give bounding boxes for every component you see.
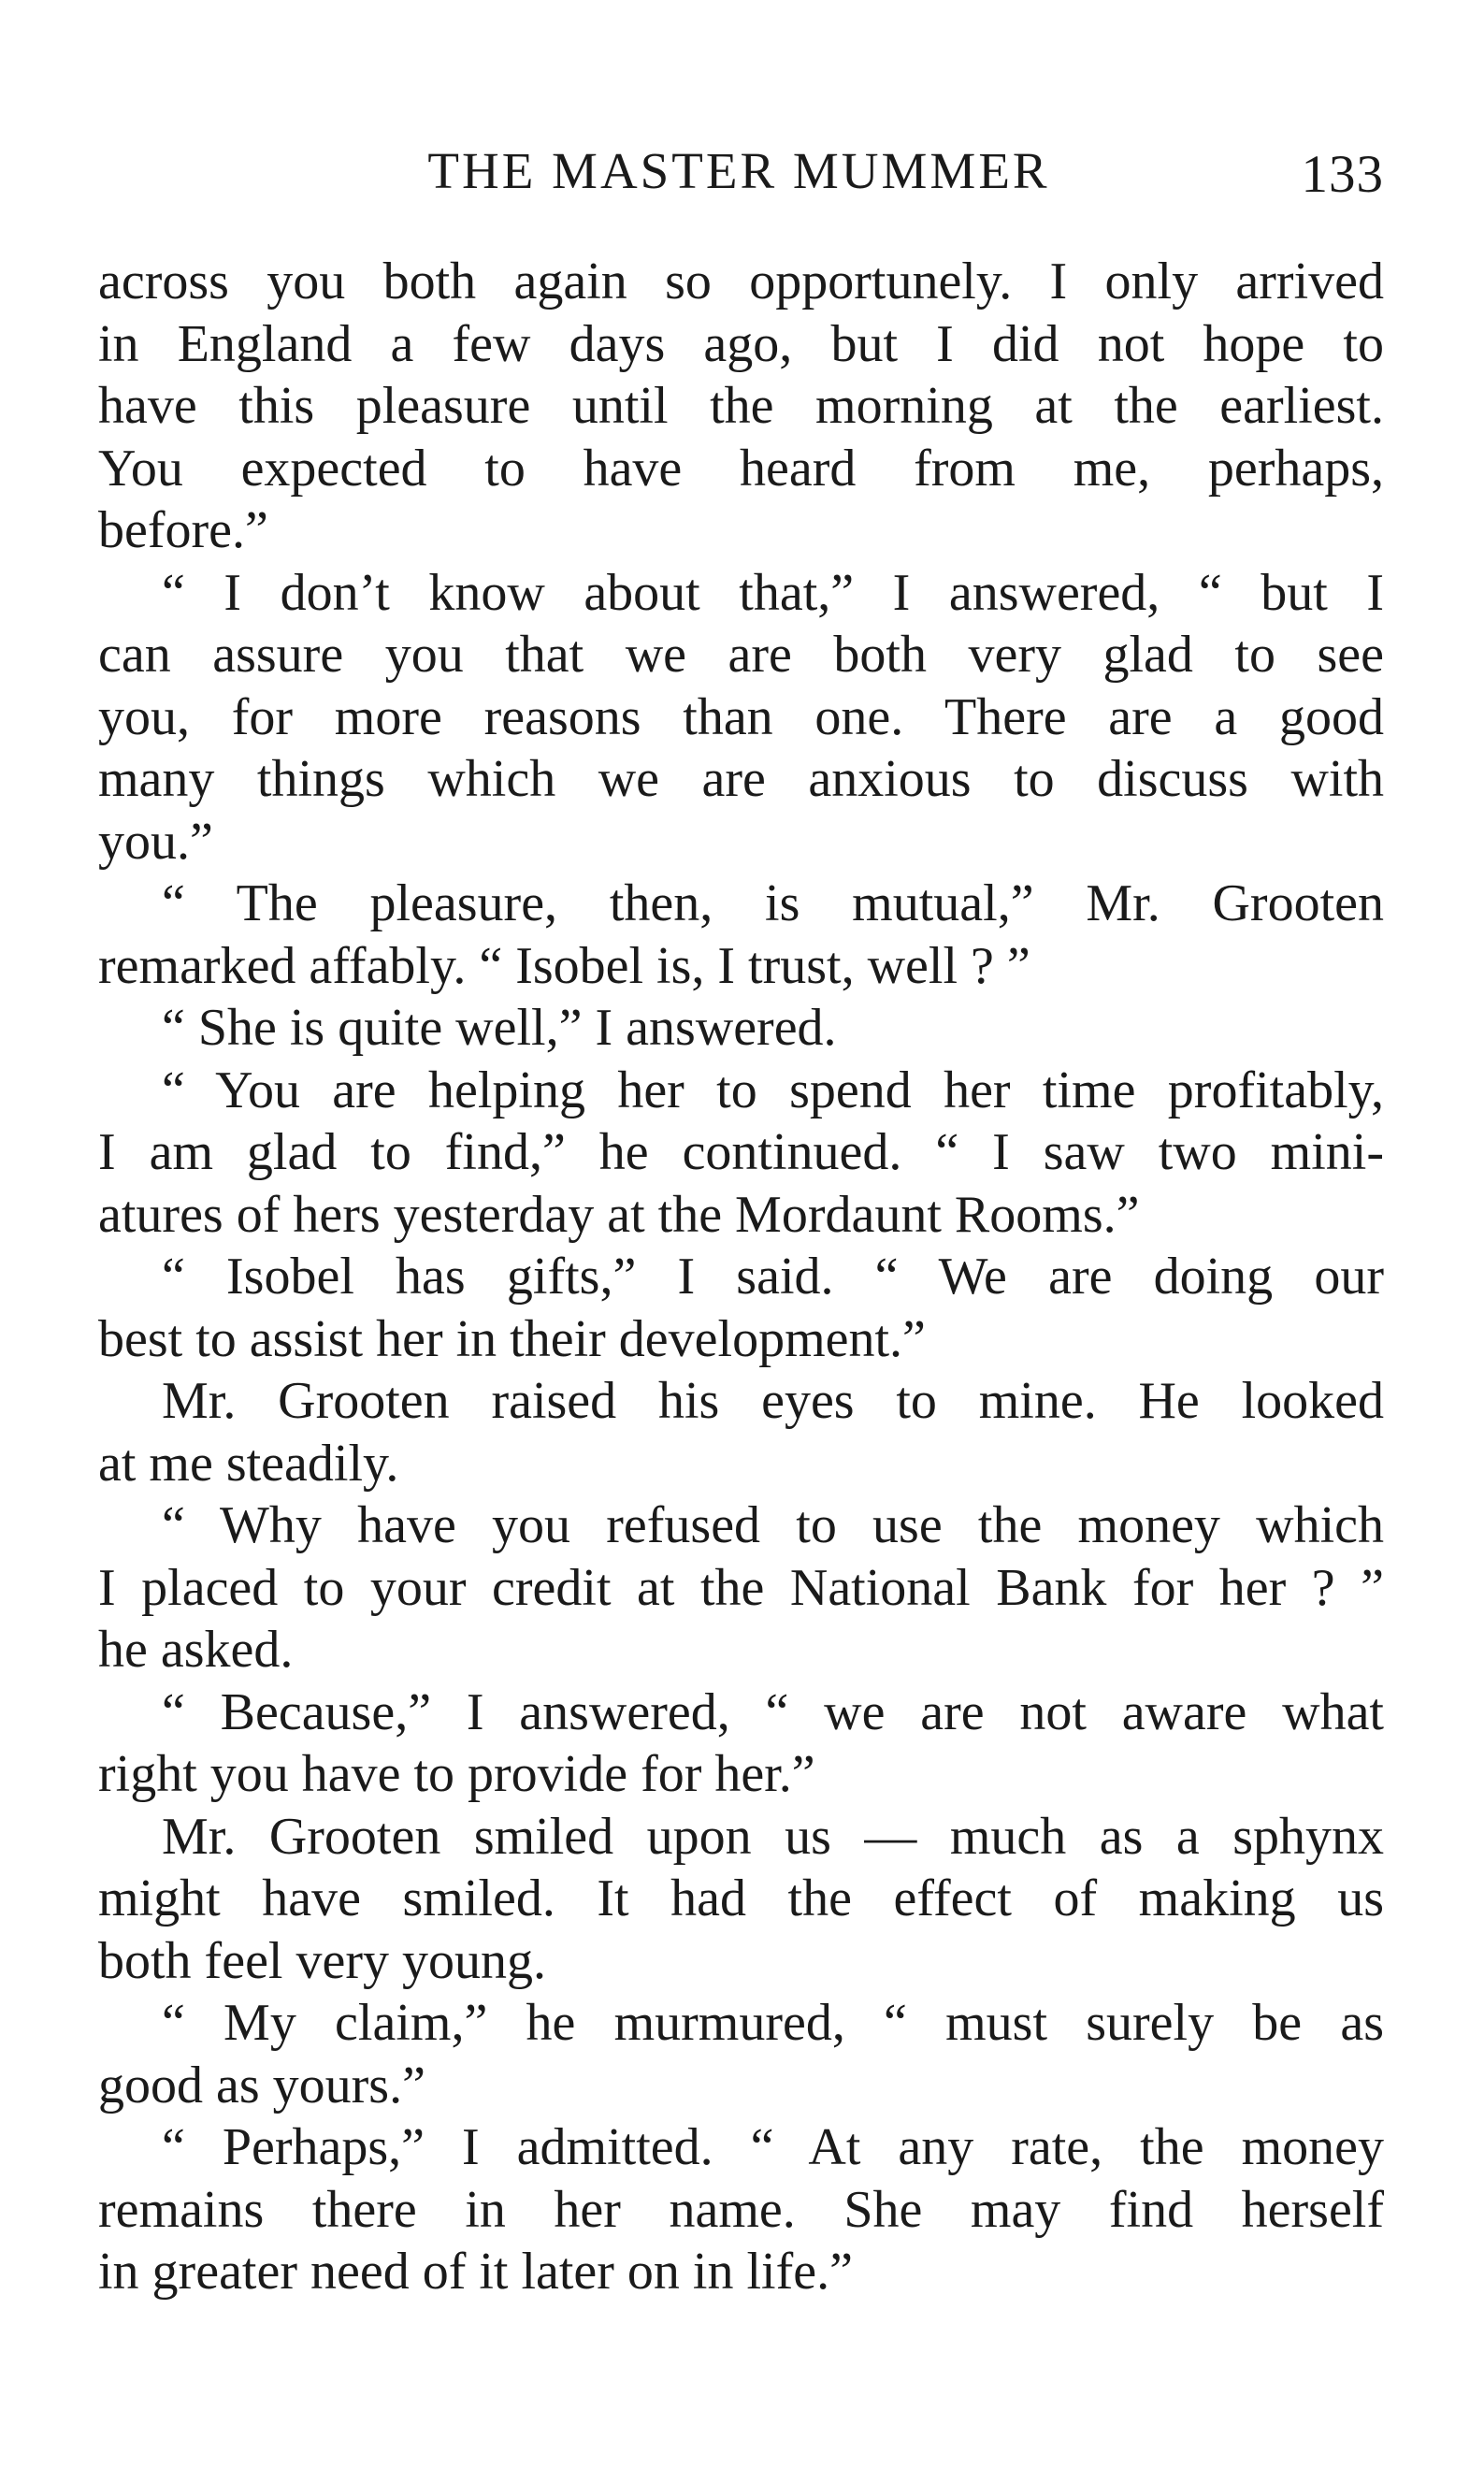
text-line: right you have to provide for her.” xyxy=(98,1745,815,1803)
text-line: in England a few days ago, but I did not hope to xyxy=(98,314,1384,373)
text-line: both feel very young. xyxy=(98,1931,546,1990)
text-line: “ The pleasure, then, is mutual,” Mr. Grooten xyxy=(162,874,1384,932)
text-line: he asked. xyxy=(98,1621,294,1679)
text-line: Mr. Grooten raised his eyes to mine. He looked xyxy=(162,1372,1384,1430)
text-line: at me steadily. xyxy=(98,1434,399,1493)
running-head xyxy=(94,138,1384,204)
text-line: good as yours.” xyxy=(98,2056,425,2114)
text-line: across you both again so opportunely. I only arrived xyxy=(98,253,1384,310)
text-line: I am glad to find,” he continued. “ I saw two mini- xyxy=(98,1123,1384,1181)
text-line: “ My claim,” he murmured, “ must surely be as xyxy=(162,1994,1384,2052)
text-line: in greater need of it later on in life.” xyxy=(98,2243,853,2301)
text-line: “ Isobel has gifts,” I said. “ We are doing our xyxy=(162,1248,1384,1306)
text-line: atures of hers yesterday at the Mordaunt Rooms.” xyxy=(98,1185,1140,1244)
text-line: remarked affably. “ Isobel is, I trust, well ? ” xyxy=(98,936,1030,995)
text-line: before.” xyxy=(98,501,268,559)
body-text xyxy=(98,251,1384,2303)
text-line: have this pleasure until the morning at the earliest. xyxy=(98,377,1384,435)
page-number: 133 xyxy=(1301,145,1384,204)
text-line: “ She is quite well,” I answered. xyxy=(162,999,837,1057)
text-line: you.” xyxy=(98,812,213,871)
text-line: You expected to have heard from me, perhaps, xyxy=(98,439,1384,498)
text-line: remains there in her name. She may find herself xyxy=(98,2180,1384,2239)
text-line: I placed to your credit at the National Bank for her ? ” xyxy=(98,1558,1384,1617)
text-line: “ Perhaps,” I admitted. “ At any rate, the money xyxy=(162,2118,1384,2176)
text-line: “ Because,” I answered, “ we are not aware what xyxy=(162,1682,1384,1741)
text-line: “ Why have you refused to use the money which xyxy=(162,1496,1384,1554)
text-line: “ You are helping her to spend her time profitably, xyxy=(162,1061,1384,1119)
text-line: might have smiled. It had the effect of making us xyxy=(98,1869,1384,1927)
text-line: best to assist her in their development.” xyxy=(98,1309,926,1368)
text-line: many things which we are anxious to discuss with xyxy=(98,750,1384,808)
text-line: Mr. Grooten smiled upon us — much as a sphynx xyxy=(162,1807,1384,1866)
running-title: THE MASTER MUMMER xyxy=(427,142,1050,199)
text-line: “ I don’t know about that,” I answered, “ but I xyxy=(162,563,1384,622)
text-line: you, for more reasons than one. There are a good xyxy=(98,687,1384,746)
text-line: can assure you that we are both very glad to see xyxy=(98,626,1384,684)
